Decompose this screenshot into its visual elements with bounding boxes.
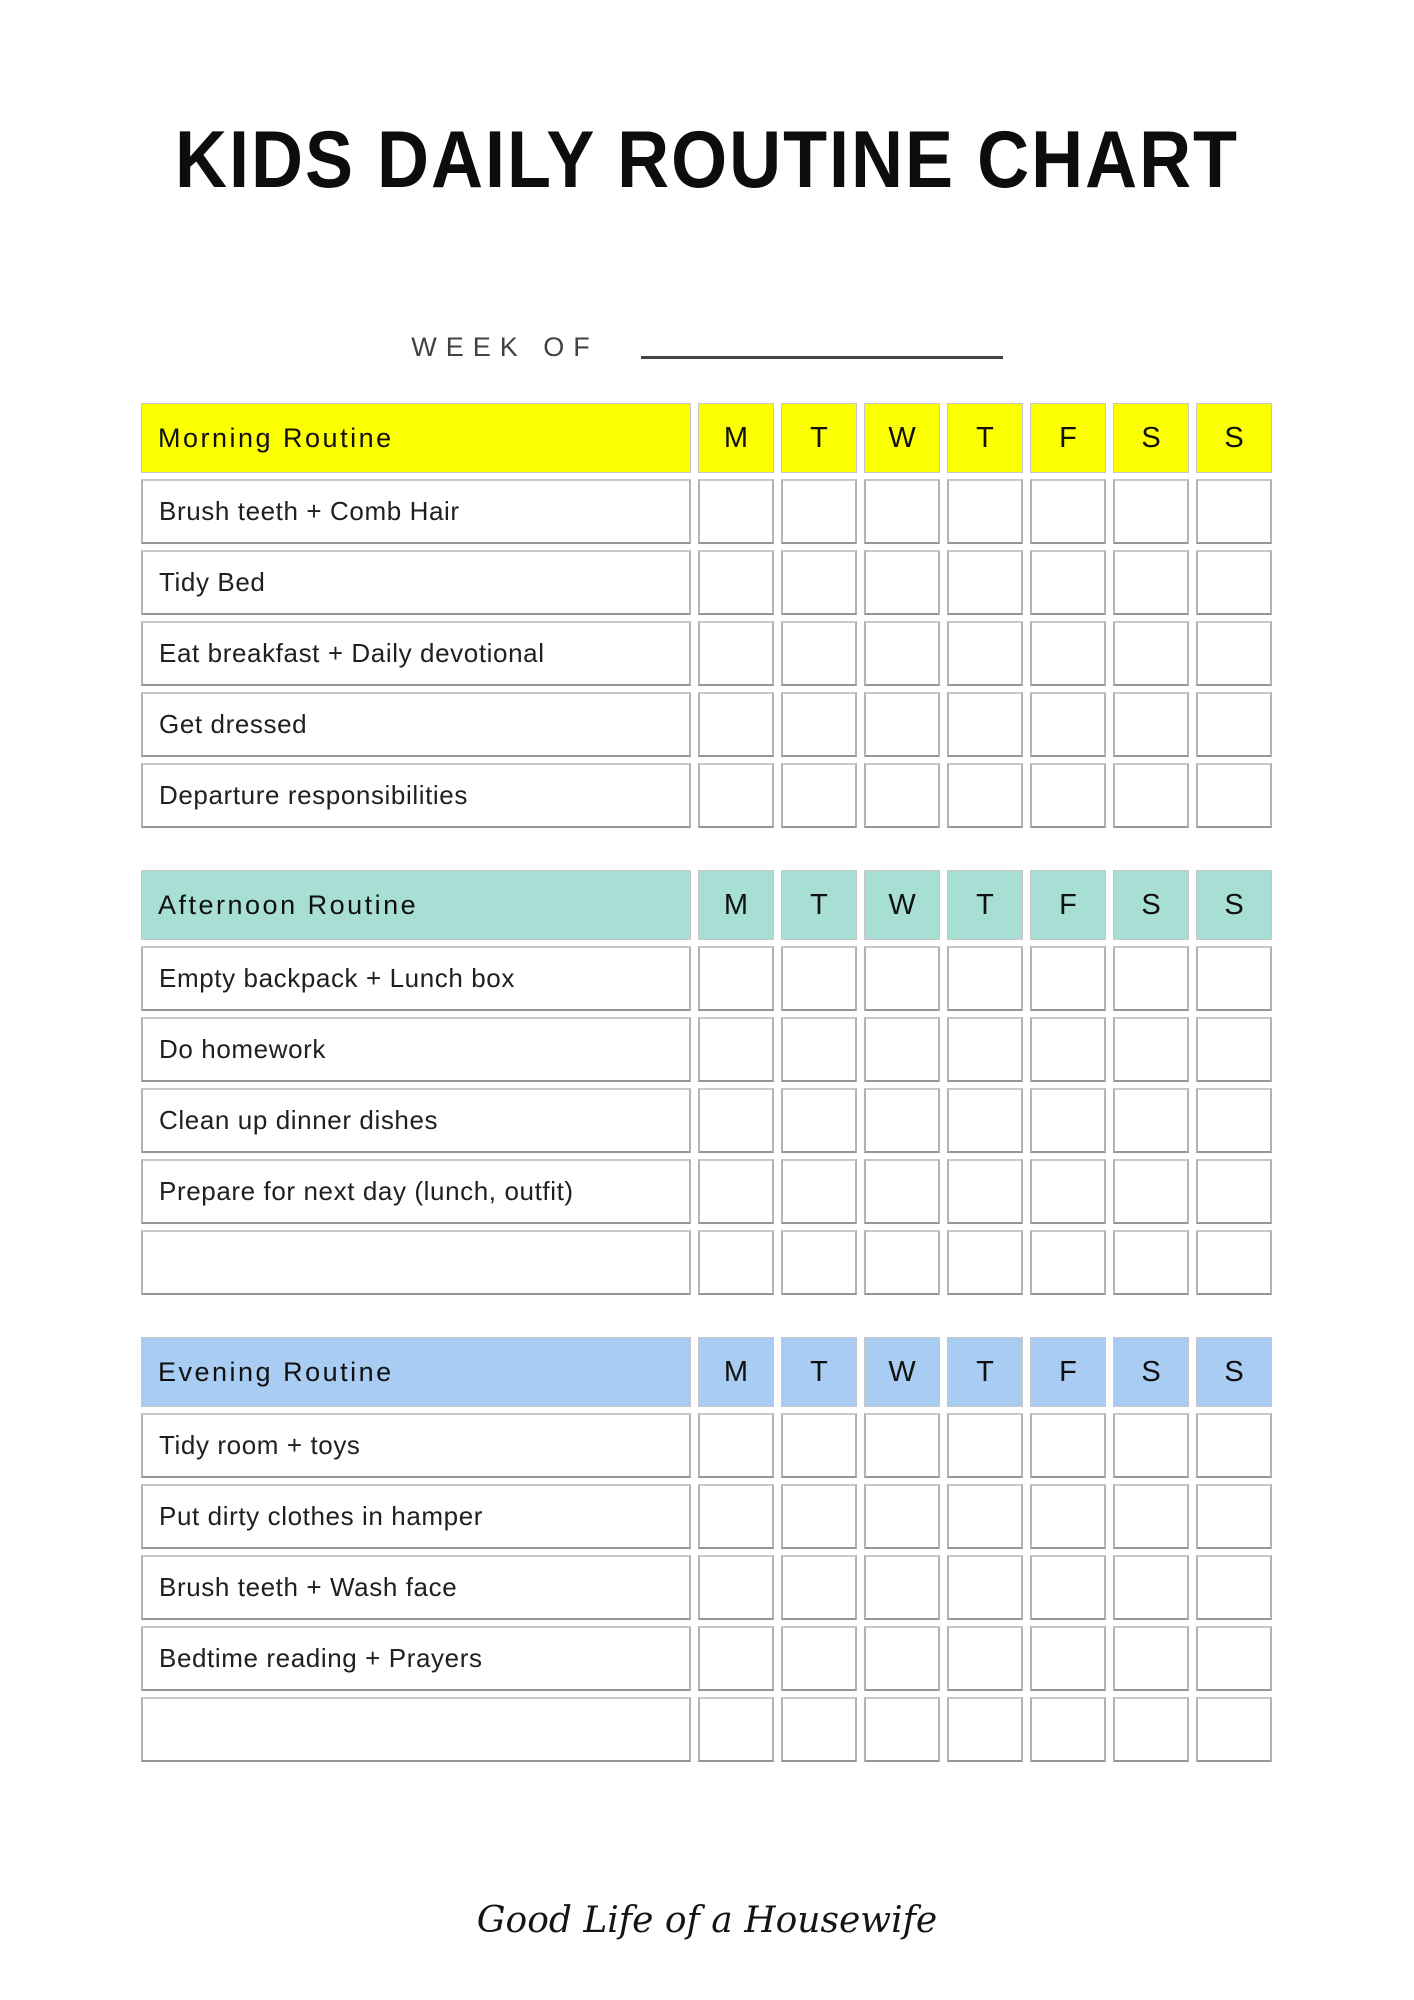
- day-header-cell-afternoon-6: S: [1196, 870, 1272, 940]
- checkbox-cell[interactable]: [698, 1230, 774, 1295]
- checkbox-cell[interactable]: [1030, 1159, 1106, 1224]
- checkbox-cell[interactable]: [947, 621, 1023, 686]
- task-label-cell: Departure responsibilities: [141, 763, 691, 828]
- day-header-cell-afternoon-3: T: [947, 870, 1023, 940]
- checkbox-cell[interactable]: [1113, 479, 1189, 544]
- checkbox-cell[interactable]: [864, 1626, 940, 1691]
- task-label-cell: Clean up dinner dishes: [141, 1088, 691, 1153]
- checkbox-cell[interactable]: [1196, 1017, 1272, 1082]
- checkbox-cell[interactable]: [947, 1555, 1023, 1620]
- day-header-cell-afternoon-1: T: [781, 870, 857, 940]
- day-header-cell-evening-4: F: [1030, 1337, 1106, 1407]
- checkbox-cell[interactable]: [698, 621, 774, 686]
- checkbox-cell[interactable]: [1196, 621, 1272, 686]
- checkbox-cell[interactable]: [947, 763, 1023, 828]
- day-header-cell-morning-2: W: [864, 403, 940, 473]
- checkbox-cell[interactable]: [947, 1230, 1023, 1295]
- checkbox-cell[interactable]: [781, 1230, 857, 1295]
- day-header-cell-morning-0: M: [698, 403, 774, 473]
- day-header-cell-afternoon-5: S: [1113, 870, 1189, 940]
- checkbox-cell[interactable]: [1030, 1626, 1106, 1691]
- checkbox-cell[interactable]: [1196, 1555, 1272, 1620]
- section-header-afternoon: Afternoon Routine: [141, 870, 691, 940]
- checkbox-cell[interactable]: [698, 692, 774, 757]
- checkbox-cell[interactable]: [947, 1413, 1023, 1478]
- task-label-cell: Do homework: [141, 1017, 691, 1082]
- section-header-evening: Evening Routine: [141, 1337, 691, 1407]
- task-label-cell: Brush teeth + Comb Hair: [141, 479, 691, 544]
- day-header-cell-morning-3: T: [947, 403, 1023, 473]
- checkbox-cell[interactable]: [698, 1626, 774, 1691]
- checkbox-cell[interactable]: [781, 621, 857, 686]
- checkbox-cell[interactable]: [947, 946, 1023, 1011]
- checkbox-cell[interactable]: [864, 1159, 940, 1224]
- checkbox-cell[interactable]: [781, 1413, 857, 1478]
- checkbox-cell[interactable]: [1113, 1017, 1189, 1082]
- checkbox-cell[interactable]: [781, 763, 857, 828]
- task-label-cell: Empty backpack + Lunch box: [141, 946, 691, 1011]
- day-header-cell-morning-1: T: [781, 403, 857, 473]
- checkbox-cell[interactable]: [781, 1484, 857, 1549]
- checkbox-cell[interactable]: [1113, 621, 1189, 686]
- checkbox-cell[interactable]: [698, 1697, 774, 1762]
- checkbox-cell[interactable]: [864, 1555, 940, 1620]
- task-label-cell: [141, 1230, 691, 1295]
- day-header-cell-evening-0: M: [698, 1337, 774, 1407]
- task-label-cell: Eat breakfast + Daily devotional: [141, 621, 691, 686]
- checkbox-cell[interactable]: [1196, 1626, 1272, 1691]
- checkbox-cell[interactable]: [1196, 1159, 1272, 1224]
- day-header-cell-afternoon-2: W: [864, 870, 940, 940]
- task-label-cell: Get dressed: [141, 692, 691, 757]
- page-title: KIDS DAILY ROUTINE CHART: [174, 115, 1240, 205]
- day-header-cell-evening-2: W: [864, 1337, 940, 1407]
- checkbox-cell[interactable]: [864, 692, 940, 757]
- week-of-row: [0, 334, 1414, 362]
- checkbox-cell[interactable]: [1030, 692, 1106, 757]
- checkbox-cell[interactable]: [1030, 550, 1106, 615]
- checkbox-cell[interactable]: [1030, 1555, 1106, 1620]
- checkbox-cell[interactable]: [781, 1555, 857, 1620]
- checkbox-cell[interactable]: [1113, 1413, 1189, 1478]
- checkbox-cell[interactable]: [1113, 1484, 1189, 1549]
- checkbox-cell[interactable]: [864, 1413, 940, 1478]
- task-label-cell: [141, 1697, 691, 1762]
- day-header-cell-afternoon-0: M: [698, 870, 774, 940]
- checkbox-cell[interactable]: [1030, 763, 1106, 828]
- checkbox-cell[interactable]: [698, 1555, 774, 1620]
- task-label-cell: Brush teeth + Wash face: [141, 1555, 691, 1620]
- checkbox-cell[interactable]: [781, 1088, 857, 1153]
- checkbox-cell[interactable]: [781, 946, 857, 1011]
- day-header-cell-morning-5: S: [1113, 403, 1189, 473]
- checkbox-cell[interactable]: [1113, 1555, 1189, 1620]
- checkbox-cell[interactable]: [864, 479, 940, 544]
- checkbox-cell[interactable]: [1196, 692, 1272, 757]
- checkbox-cell[interactable]: [864, 1017, 940, 1082]
- routine-tables: [141, 403, 1272, 1762]
- checkbox-cell[interactable]: [947, 1088, 1023, 1153]
- checkbox-cell[interactable]: [864, 550, 940, 615]
- checkbox-cell[interactable]: [1196, 550, 1272, 615]
- routine-table-afternoon: [141, 870, 1272, 1295]
- checkbox-cell[interactable]: [698, 1088, 774, 1153]
- day-header-cell-evening-1: T: [781, 1337, 857, 1407]
- checkbox-cell[interactable]: [864, 1088, 940, 1153]
- checkbox-cell[interactable]: [864, 1230, 940, 1295]
- checkbox-cell[interactable]: [781, 1697, 857, 1762]
- checkbox-cell[interactable]: [698, 1159, 774, 1224]
- checkbox-cell[interactable]: [1030, 621, 1106, 686]
- checkbox-cell[interactable]: [1196, 1230, 1272, 1295]
- checkbox-cell[interactable]: [1113, 1230, 1189, 1295]
- checkbox-cell[interactable]: [781, 1626, 857, 1691]
- day-header-cell-morning-4: F: [1030, 403, 1106, 473]
- checkbox-cell[interactable]: [947, 479, 1023, 544]
- checkbox-cell[interactable]: [1113, 550, 1189, 615]
- day-header-cell-morning-6: S: [1196, 403, 1272, 473]
- day-header-cell-afternoon-4: F: [1030, 870, 1106, 940]
- checkbox-cell[interactable]: [1113, 1697, 1189, 1762]
- day-header-cell-evening-3: T: [947, 1337, 1023, 1407]
- checkbox-cell[interactable]: [1196, 763, 1272, 828]
- checkbox-cell[interactable]: [781, 692, 857, 757]
- checkbox-cell[interactable]: [864, 1484, 940, 1549]
- checkbox-cell[interactable]: [781, 479, 857, 544]
- checkbox-cell[interactable]: [781, 1017, 857, 1082]
- checkbox-cell[interactable]: [698, 550, 774, 615]
- checkbox-cell[interactable]: [1113, 763, 1189, 828]
- checkbox-cell[interactable]: [1196, 1413, 1272, 1478]
- checkbox-cell[interactable]: [1113, 1088, 1189, 1153]
- checkbox-cell[interactable]: [1113, 946, 1189, 1011]
- checkbox-cell[interactable]: [1196, 479, 1272, 544]
- week-of-fill-in-line[interactable]: [641, 356, 1003, 359]
- checkbox-cell[interactable]: [864, 621, 940, 686]
- routine-table-morning: [141, 403, 1272, 828]
- section-header-morning: Morning Routine: [141, 403, 691, 473]
- checkbox-cell[interactable]: [947, 550, 1023, 615]
- checkbox-cell[interactable]: [1030, 1088, 1106, 1153]
- checkbox-cell[interactable]: [947, 1697, 1023, 1762]
- checkbox-cell[interactable]: [947, 692, 1023, 757]
- checkbox-cell[interactable]: [947, 1017, 1023, 1082]
- checkbox-cell[interactable]: [698, 763, 774, 828]
- routine-table-evening: [141, 1337, 1272, 1762]
- checkbox-cell[interactable]: [1030, 1413, 1106, 1478]
- task-label-cell: Put dirty clothes in hamper: [141, 1484, 691, 1549]
- week-of-label: WEEK OF: [411, 332, 599, 362]
- task-label-cell: Prepare for next day (lunch, outfit): [141, 1159, 691, 1224]
- checkbox-cell[interactable]: [698, 1017, 774, 1082]
- checkbox-cell[interactable]: [864, 1697, 940, 1762]
- checkbox-cell[interactable]: [698, 946, 774, 1011]
- checkbox-cell[interactable]: [698, 1484, 774, 1549]
- checkbox-cell[interactable]: [1030, 946, 1106, 1011]
- task-label-cell: Tidy room + toys: [141, 1413, 691, 1478]
- checkbox-cell[interactable]: [1196, 1697, 1272, 1762]
- task-label-cell: Tidy Bed: [141, 550, 691, 615]
- checkbox-cell[interactable]: [698, 479, 774, 544]
- checkbox-cell[interactable]: [1196, 946, 1272, 1011]
- checkbox-cell[interactable]: [864, 946, 940, 1011]
- checkbox-cell[interactable]: [1196, 1088, 1272, 1153]
- checkbox-cell[interactable]: [864, 763, 940, 828]
- day-header-cell-evening-5: S: [1113, 1337, 1189, 1407]
- checkbox-cell[interactable]: [698, 1413, 774, 1478]
- checkbox-cell[interactable]: [1113, 1159, 1189, 1224]
- footer-logo: Good Life of a Housewife: [476, 1900, 938, 1941]
- checkbox-cell[interactable]: [1030, 479, 1106, 544]
- checkbox-cell[interactable]: [1113, 1626, 1189, 1691]
- checkbox-cell[interactable]: [1030, 1484, 1106, 1549]
- day-header-cell-evening-6: S: [1196, 1337, 1272, 1407]
- checkbox-cell[interactable]: [947, 1159, 1023, 1224]
- task-label-cell: Bedtime reading + Prayers: [141, 1626, 691, 1691]
- checkbox-cell[interactable]: [947, 1626, 1023, 1691]
- checkbox-cell[interactable]: [1113, 692, 1189, 757]
- checkbox-cell[interactable]: [1196, 1484, 1272, 1549]
- checkbox-cell[interactable]: [781, 1159, 857, 1224]
- checkbox-cell[interactable]: [1030, 1230, 1106, 1295]
- checkbox-cell[interactable]: [947, 1484, 1023, 1549]
- checkbox-cell[interactable]: [1030, 1697, 1106, 1762]
- checkbox-cell[interactable]: [781, 550, 857, 615]
- checkbox-cell[interactable]: [1030, 1017, 1106, 1082]
